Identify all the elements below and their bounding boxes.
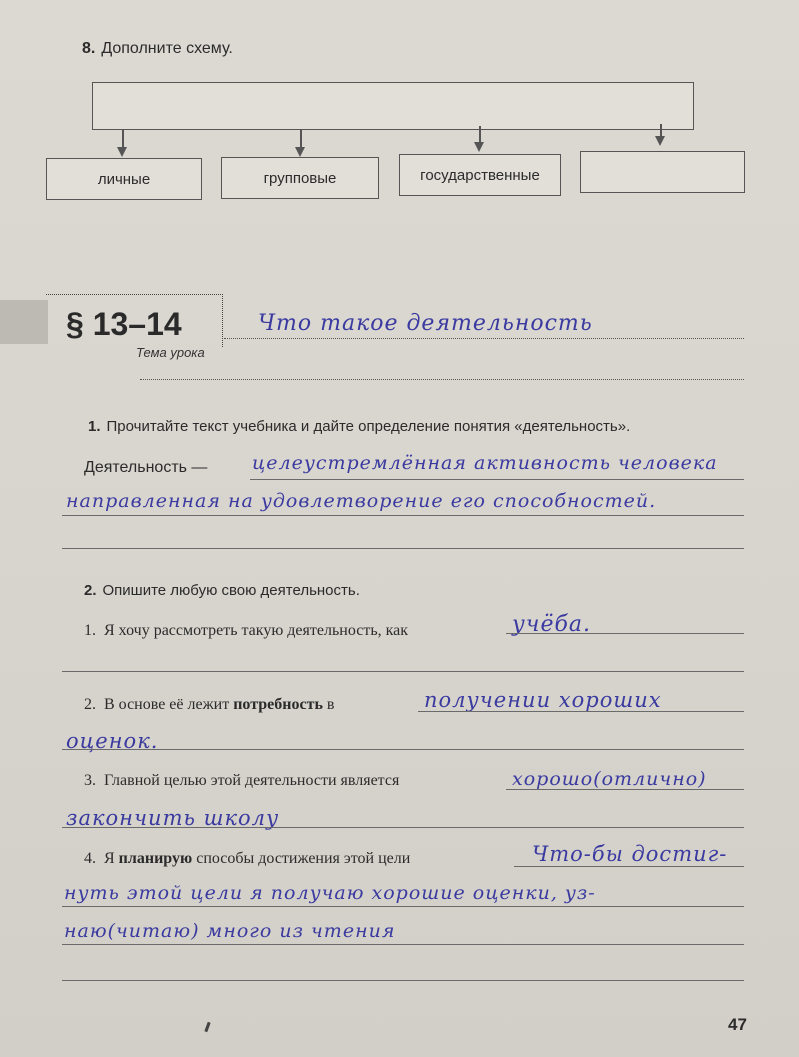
answer-rule[interactable] [62,671,744,672]
item-2-answer-line-1: получении хороших [424,688,662,712]
arrow-down-icon [295,147,305,157]
item-4-answer-line-2: нуть этой цели я получаю хорошие оценки, уз- [64,882,596,904]
arrow-down-icon [655,136,665,146]
item-3-answer-line-1: хорошо(отлично) [512,768,707,790]
arrow-down-icon [117,147,127,157]
task-8-heading [82,40,233,58]
arrow-down-icon [474,142,484,152]
answer-rule [62,749,744,750]
scheme-arrow-line [122,129,124,149]
task-2-item-3: 3. Главной целью этой деятельности является [84,772,400,789]
definition-term: Деятельность — [84,459,208,476]
task-1-number: 1. [88,418,101,435]
task-1-prompt: Прочитайте текст учебника и дайте определение понятия «деятельность». [106,418,631,435]
answer-rule [62,906,744,907]
task-1-heading [88,418,630,435]
task-8-number: 8. [82,40,96,57]
scheme-box-personal: личные [46,158,202,200]
pen-mark [204,1022,210,1032]
scheme-box-empty[interactable] [580,151,745,193]
answer-rule [506,789,744,790]
scheme-arrow-line [300,129,302,149]
scheme-top-box[interactable] [92,82,694,130]
answer-rule [62,827,744,828]
definition-answer-line-2: направленная на удовлетворение его способностей. [66,490,657,512]
task-8-prompt: Дополните схему. [101,40,233,57]
definition-answer-line-1: целеустремлённая активность человека [252,452,718,474]
task-2-number: 2. [84,582,97,599]
answer-rule [418,711,744,712]
topic-dotted-line [224,338,744,339]
lesson-topic-label: Тема урока [136,345,205,360]
answer-rule [250,479,744,480]
topic-dotted-line [140,379,744,380]
task-2-item-1: 1. Я хочу рассмотреть такую деятельность, как [84,622,409,639]
section-tab-shade [0,300,48,344]
scheme-box-state: государственные [399,154,561,196]
task-2-item-4: 4. Я планирую способы достижения этой цели [84,850,411,867]
page-number: 47 [728,1015,747,1034]
answer-rule [514,866,744,867]
section-number: § 13–14 [66,306,182,342]
task-2-prompt: Опишите любую свою деятельность. [102,582,360,599]
item-4-answer-line-3: наю(читаю) много из чтения [64,920,396,942]
task-2-item-2: 2. В основе её лежит потребность в [84,696,335,713]
answer-rule [62,515,744,516]
answer-rule [62,944,744,945]
lesson-topic-answer: Что такое деятельность [258,311,593,336]
scheme-box-group: групповые [221,157,379,199]
item-2-answer-line-2: оценок. [66,729,159,753]
answer-rule[interactable] [62,980,744,981]
answer-rule[interactable] [62,548,744,549]
item-3-answer-line-2: закончить школу [66,806,280,830]
item-4-answer-line-1: Что-бы достиг- [532,842,728,866]
answer-rule [506,633,744,634]
item-1-answer: учёба. [512,612,592,637]
task-2-heading [84,582,360,599]
